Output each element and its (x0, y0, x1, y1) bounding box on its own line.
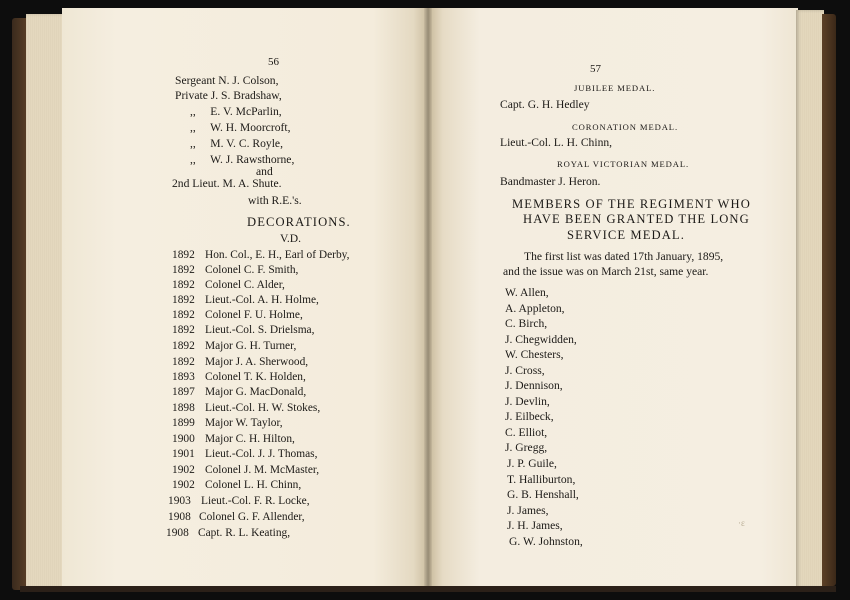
decoration-name: Colonel C. Alder, (205, 279, 285, 291)
name-line: ,, E. V. McParlin, (190, 105, 282, 118)
book-bottom-edge (20, 586, 836, 592)
decoration-name: Capt. R. L. Keating, (198, 527, 291, 539)
member-name: C. Birch, (505, 317, 548, 330)
vd-heading: V.D. (280, 232, 302, 245)
name-line: 2nd Lieut. M. A. Shute. (172, 177, 282, 190)
decoration-year: 1898 (172, 402, 195, 414)
decoration-name: Lieut.-Col. J. J. Thomas, (205, 448, 318, 460)
member-name: J. P. Guile, (507, 457, 557, 470)
member-name: J. Devlin, (505, 395, 550, 408)
decoration-name: Lieut.-Col. A. H. Holme, (205, 294, 319, 306)
member-name: C. Elliot, (505, 426, 548, 439)
decoration-name: Colonel G. F. Allender, (199, 511, 305, 523)
member-name: G. B. Henshall, (507, 488, 579, 501)
rvm-heading: ROYAL VICTORIAN MEDAL. (557, 159, 690, 169)
decoration-name: Major W. Taylor, (205, 417, 283, 429)
decoration-year: 1899 (172, 417, 195, 429)
decoration-name: Major C. H. Hilton, (205, 433, 295, 445)
jubilee-medal-heading: JUBILEE MEDAL. (574, 83, 656, 93)
decoration-name: Major G. MacDonald, (205, 386, 307, 398)
member-name: J. Dennison, (505, 379, 563, 392)
page-smudge: ·ε (738, 518, 745, 528)
decoration-year: 1892 (172, 294, 195, 306)
member-name: W. Chesters, (505, 348, 564, 361)
member-name: J. Gregg, (505, 441, 548, 454)
rvm-recipient: Bandmaster J. Heron. (500, 175, 601, 188)
decoration-year: 1897 (172, 386, 195, 398)
member-name: J. Chegwidden, (505, 333, 577, 346)
decoration-name: Major J. A. Sherwood, (205, 356, 309, 368)
member-name: A. Appleton, (505, 302, 565, 315)
decoration-year: 1902 (172, 464, 195, 476)
decoration-year: 1892 (172, 309, 195, 321)
decoration-name: Lieut.-Col. F. R. Locke, (201, 495, 310, 507)
long-service-heading-line-2: HAVE BEEN GRANTED THE LONG (523, 212, 750, 226)
decoration-year: 1902 (172, 479, 195, 491)
decoration-name: Colonel T. K. Holden, (205, 371, 306, 383)
decoration-name: Colonel F. U. Holme, (205, 309, 303, 321)
page-number-left: 56 (268, 56, 279, 68)
coronation-medal-heading: CORONATION MEDAL. (572, 122, 679, 132)
member-name: W. Allen, (505, 286, 549, 299)
decoration-year: 1908 (168, 511, 191, 523)
decorations-heading: DECORATIONS. (247, 215, 351, 229)
intro-line-1: The first list was dated 17th January, 1895, (524, 250, 724, 263)
decoration-name: Colonel L. H. Chinn, (205, 479, 302, 491)
decoration-year: 1900 (172, 433, 195, 445)
decoration-year: 1892 (172, 249, 195, 261)
name-line: ,, W. J. Rawsthorne, (190, 153, 295, 166)
name-line: Sergeant N. J. Colson, (175, 74, 279, 87)
page-edges-right (796, 10, 824, 588)
decoration-year: 1893 (172, 371, 195, 383)
member-name: J. Eilbeck, (505, 410, 554, 423)
member-name: J. H. James, (507, 519, 563, 532)
decoration-name: Major G. H. Turner, (205, 340, 297, 352)
decoration-name: Lieut.-Col. S. Drielsma, (205, 324, 315, 336)
book-gutter (424, 8, 432, 590)
long-service-heading-line-1: MEMBERS OF THE REGIMENT WHO (512, 197, 751, 211)
page-number-right: 57 (590, 63, 601, 75)
decoration-name: Lieut.-Col. H. W. Stokes, (205, 402, 321, 414)
member-name: J. James, (507, 504, 549, 517)
long-service-heading-line-3: SERVICE MEDAL. (567, 228, 685, 242)
name-line: ,, M. V. C. Royle, (190, 137, 283, 150)
with-re-text: with R.E.'s. (248, 194, 302, 207)
decoration-year: 1901 (172, 448, 195, 460)
decoration-name: Colonel C. F. Smith, (205, 264, 299, 276)
coronation-recipient: Lieut.-Col. L. H. Chinn, (500, 136, 613, 149)
decoration-year: 1892 (172, 279, 195, 291)
book-cover-right (822, 14, 836, 586)
decoration-year: 1903 (168, 495, 191, 507)
decoration-year: 1892 (172, 356, 195, 368)
name-line: Private J. S. Bradshaw, (175, 89, 282, 102)
intro-line-2: and the issue was on March 21st, same year. (503, 265, 709, 278)
member-name: T. Halliburton, (507, 473, 576, 486)
member-name: J. Cross, (505, 364, 545, 377)
jubilee-recipient: Capt. G. H. Hedley (500, 98, 590, 111)
name-line: ,, W. H. Moorcroft, (190, 121, 291, 134)
decoration-year: 1892 (172, 264, 195, 276)
decoration-name: Colonel J. M. McMaster, (205, 464, 320, 476)
decoration-year: 1908 (166, 527, 189, 539)
decoration-name: Hon. Col., E. H., Earl of Derby, (205, 249, 350, 261)
decoration-year: 1892 (172, 340, 195, 352)
and-text: and (256, 165, 273, 178)
decoration-year: 1892 (172, 324, 195, 336)
member-name: G. W. Johnston, (509, 535, 583, 548)
